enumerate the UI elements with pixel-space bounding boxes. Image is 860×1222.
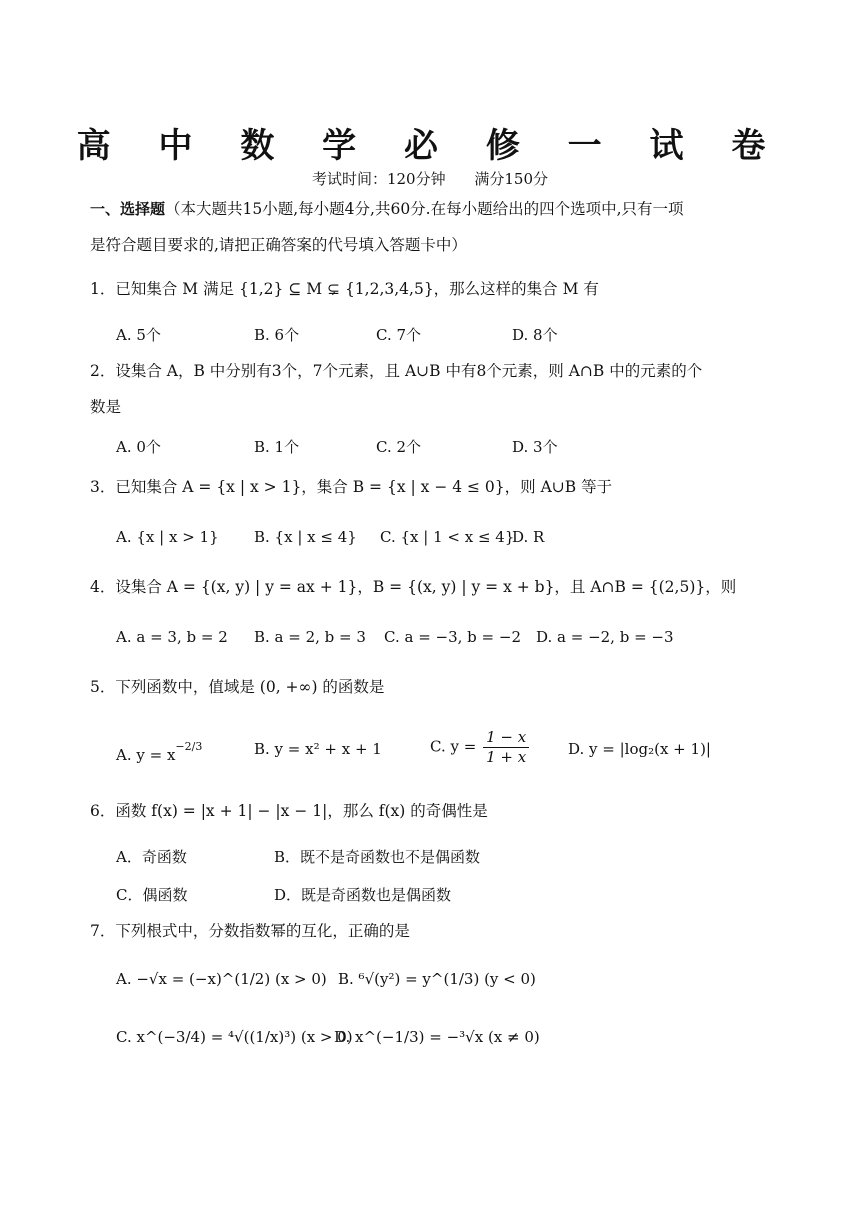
- q7-option-b: B. ⁶√(y²) = y^(1/3) (y < 0): [338, 970, 536, 988]
- section-heading: 一、选择题: [90, 200, 166, 218]
- question-7-stem: 7．下列根式中，分数指数幂的互化，正确的是: [90, 922, 410, 940]
- question-4-stem: 4．设集合 A = {(x, y) | y = ax + 1}，B = {(x, y) | y = x + b}，且 A∩B = {(2,5)}，则: [90, 578, 737, 596]
- q7-option-d: D. x^(−1/3) = −³√x (x ≠ 0): [334, 1028, 540, 1046]
- question-2-stem-line1: 2．设集合 A，B 中分别有3个，7个元素，且 A∪B 中有8个元素，则 A∩B 中的元素的个: [90, 362, 703, 380]
- section-instructions-line1: （本大题共15小题,每小题4分,共60分.在每小题给出的四个选项中,只有一项: [165, 200, 684, 218]
- q1-option-a: A. 5个: [116, 326, 161, 344]
- exam-score: 满分150分: [474, 170, 549, 188]
- section-instructions: [90, 200, 790, 219]
- question-6-stem: 6．函数 f(x) = |x + 1| − |x − 1|，那么 f(x) 的奇偶性是: [90, 802, 488, 820]
- q5-option-a-exponent: −2/3: [175, 740, 203, 753]
- q5-option-a: [116, 740, 202, 764]
- q2-option-c: C. 2个: [376, 438, 422, 456]
- q1-option-c: C. 7个: [376, 326, 422, 344]
- q2-option-b: B. 1个: [254, 438, 300, 456]
- q5-option-c-numerator: 1 − x: [483, 728, 529, 748]
- q5-option-c-fraction: [483, 728, 529, 767]
- question-1-stem: 1．已知集合 M 满足 {1,2} ⊆ M ⊊ {1,2,3,4,5}，那么这样的集合 M 有: [90, 280, 599, 298]
- q4-option-b: B. a = 2, b = 3: [254, 628, 366, 646]
- section-instructions-line2: 是符合题目要求的,请把正确答案的代号填入答题卡中）: [90, 236, 467, 254]
- q4-option-d: D. a = −2, b = −3: [536, 628, 674, 646]
- q6-option-b: B．既不是奇函数也不是偶函数: [274, 848, 481, 866]
- q4-option-a: A. a = 3, b = 2: [116, 628, 228, 646]
- q5-option-c-denominator: 1 + x: [486, 747, 527, 766]
- question-5-stem: 5．下列函数中，值域是 (0, +∞) 的函数是: [90, 678, 385, 696]
- exam-time: 考试时间：120分钟: [311, 170, 446, 188]
- q6-option-a: A．奇函数: [116, 848, 187, 866]
- q7-option-c: C. x^(−3/4) = ⁴√((1/x)³) (x > 0): [116, 1028, 353, 1046]
- exam-title: 高 中 数 学 必 修 一 试 卷: [76, 126, 784, 166]
- q7-option-a: A. −√x = (−x)^(1/2) (x > 0): [116, 970, 327, 988]
- question-2-stem-line2: 数是: [90, 398, 122, 416]
- q6-option-c: C．偶函数: [116, 886, 188, 904]
- q2-option-a: A. 0个: [116, 438, 161, 456]
- q4-option-c: C. a = −3, b = −2: [384, 628, 521, 646]
- q3-option-b: B. {x | x ≤ 4}: [254, 528, 357, 546]
- q6-option-d: D．既是奇函数也是偶函数: [274, 886, 452, 904]
- q5-option-a-base: A. y = x: [116, 746, 176, 764]
- q5-option-d: D. y = |log₂(x + 1)|: [568, 740, 711, 758]
- q5-option-c: [430, 728, 531, 767]
- q2-option-d: D. 3个: [512, 438, 558, 456]
- q5-option-c-lhs: C. y =: [430, 737, 477, 756]
- q3-option-d: D. R: [512, 528, 545, 546]
- q1-option-b: B. 6个: [254, 326, 300, 344]
- exam-info: [0, 168, 860, 189]
- q3-option-a: A. {x | x > 1}: [116, 528, 219, 546]
- q1-option-d: D. 8个: [512, 326, 558, 344]
- question-3-stem: 3．已知集合 A = {x | x > 1}，集合 B = {x | x − 4 ≤ 0}，则 A∪B 等于: [90, 478, 613, 496]
- q3-option-c: C. {x | 1 < x ≤ 4}: [380, 528, 515, 546]
- q5-option-b: B. y = x² + x + 1: [254, 740, 382, 758]
